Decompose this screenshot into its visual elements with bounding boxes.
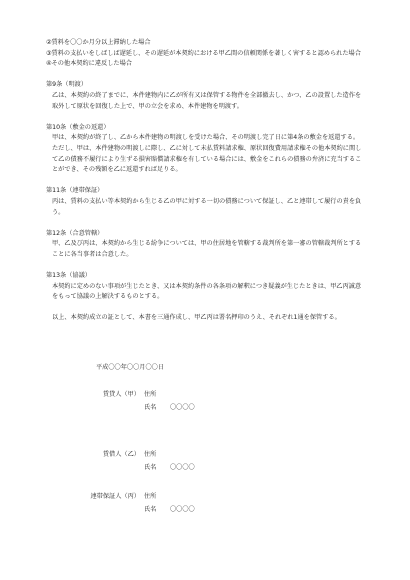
address-label: 住所 xyxy=(144,493,157,500)
article-13-heading: 第13条（協議） xyxy=(46,272,91,280)
clause-item-4: ④その他本契約に違反した場合 xyxy=(46,60,132,68)
signatory-guarantor xyxy=(84,490,195,516)
address-label: 住所 xyxy=(144,451,157,458)
clause-item-2: ②賃料を〇〇か月分以上滞納した場合 xyxy=(46,39,151,46)
article-11-heading: 第11条（連帯保証） xyxy=(46,187,104,195)
signatory-role: 連帯保証人（丙） xyxy=(90,493,140,500)
clause-item-3: ③賃料の支払いをしばしば遅延し、その遅延が本契約における甲乙間の信頼関係を著しく害すると認められた場合 xyxy=(46,49,361,57)
closing-statement: 以上、本契約成立の証として、本書を三通作成し、甲乙丙は署名押印のうえ、それぞれ1通を保管する。 xyxy=(52,314,341,322)
name-label: 氏名 xyxy=(144,506,157,513)
name-label: 氏名 xyxy=(144,404,157,411)
article-10-text: 甲は、本契約が終了し、乙から本件建物の明渡しを受けた場合、その明渡し完了日に第4条の敷金を返還する。ただし、甲は、本件建物の明渡しに際し、乙に対して未払賃料請求権、原状回復費用請求権その他本契約に関して乙の債務不履行により生ずる損害賠償請求権を有している場合には、敷金をこれらの債務の弁済に充当することができ、その残額を乙に返還すれば足りる。 xyxy=(52,134,362,174)
signatory-lessee xyxy=(92,448,195,474)
article-13-text: 本契約に定めのない事項が生じたとき、又は本契約条件の各条項の解釈につき疑義が生じたときは、甲乙丙誠意をもって協議の上解決するものとする。 xyxy=(52,282,361,301)
name-value: 〇〇〇〇 xyxy=(170,506,195,513)
article-12-heading: 第12条（合意管轄） xyxy=(46,229,104,237)
article-11-text: 丙は、賃料の支払い等本契約から生じる乙の甲に対する一切の債務について保証し、乙と連帯して履行の責を負う。 xyxy=(52,197,362,216)
article-9-heading: 第9条（明渡） xyxy=(46,81,88,89)
article-9-text: 乙は、本契約の終了までに、本件建物内に乙が所有又は保管する物件を全部撤去し、かつ、乙の設置した造作を取外して原状を回復した上で、甲の立会を求め、本件建物を明渡す。 xyxy=(52,91,362,110)
contract-body xyxy=(46,38,362,324)
article-12-text: 甲、乙及び丙は、本契約から生じる紛争については、甲の住居地を管轄する裁判所を第一審の管轄裁判所とすることに各当事者は合意した。 xyxy=(52,240,362,258)
signatory-lessor xyxy=(92,388,195,414)
name-value: 〇〇〇〇 xyxy=(170,404,195,411)
signatory-role: 賃貸人（甲） xyxy=(102,391,140,398)
article-10-heading: 第10条（敷金の返還） xyxy=(46,123,110,131)
name-value: 〇〇〇〇 xyxy=(170,464,195,471)
name-label: 氏名 xyxy=(144,464,157,471)
signatory-role: 賃借人（乙） xyxy=(102,451,140,458)
address-label: 住所 xyxy=(144,391,157,398)
contract-date: 平成〇〇年〇〇月〇〇日 xyxy=(96,364,165,371)
